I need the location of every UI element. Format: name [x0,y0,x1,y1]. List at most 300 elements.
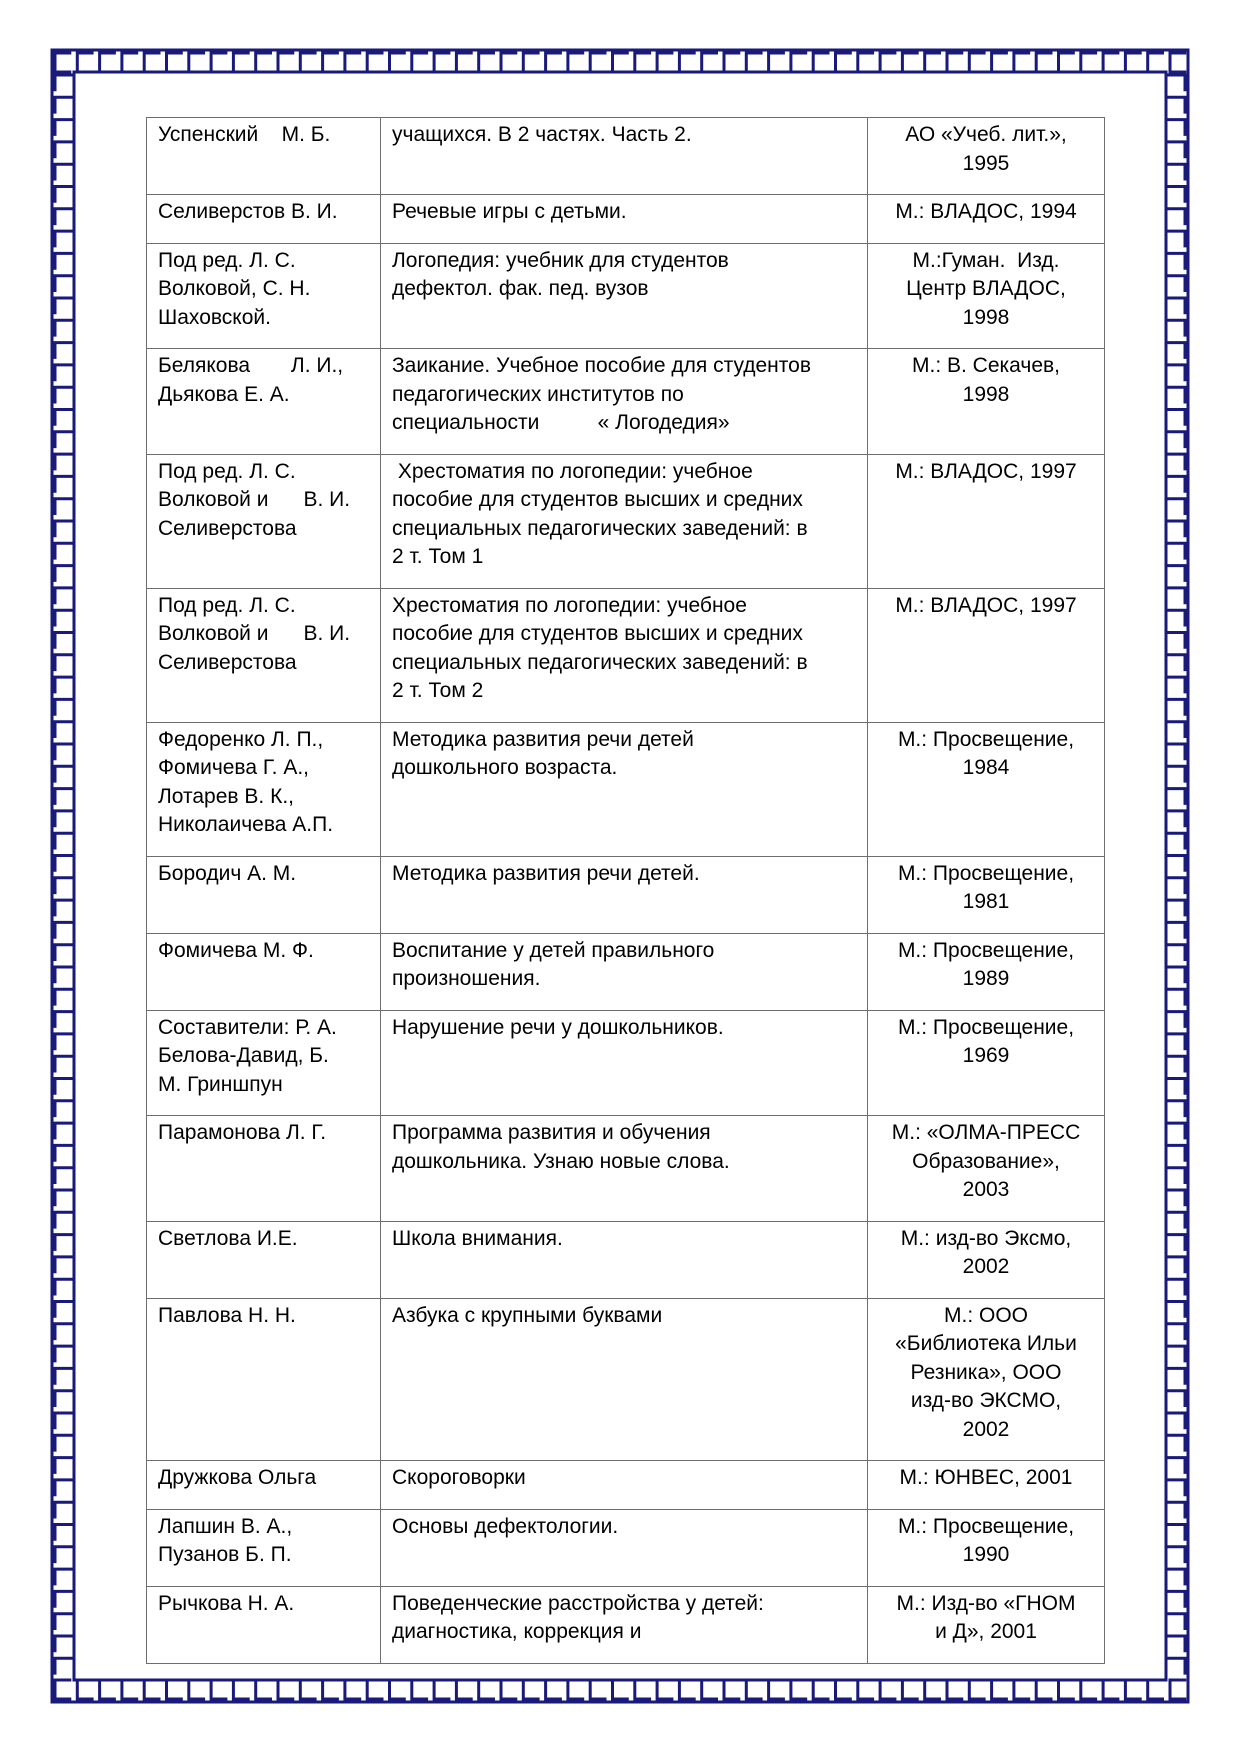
cell-text-line: 1998 [962,382,1010,406]
border-link [278,1680,294,1699]
border-link [55,1569,74,1585]
title-cell [381,933,868,1010]
border-link [55,566,74,582]
border-link [635,53,651,72]
border-link [791,1680,807,1699]
author-cell [147,1116,381,1222]
border-link [1166,432,1185,448]
border-link [1166,75,1185,91]
cell-text-line: Заикание. Учебное пособие для студентов [392,354,811,377]
border-link [55,53,71,72]
border-link [55,164,74,180]
border-link [501,1680,517,1699]
border-link [1166,1391,1185,1407]
border-link [55,1591,74,1607]
table-row [147,1461,1105,1510]
cell-text-line: Светлова И.Е. [158,1226,298,1250]
border-link [1166,1279,1185,1295]
author-cell [147,722,381,856]
cell-text-line: М.: изд-во Эксмо, [900,1226,1072,1250]
cell-text-line: 2003 [962,1178,1010,1201]
cell-text-line: Бородич А. М. [158,861,297,885]
publisher-cell [868,243,1105,349]
border-link [813,53,829,72]
border-link [1166,209,1185,225]
author-cell [147,243,381,349]
border-link [1166,231,1185,247]
cell-text-line: Волковой, С. Н. [158,277,311,300]
cell-text-line: Федоренко Л. П., [158,727,324,751]
cell-text-line: дошкольника. Узнаю новые слова. [392,1149,730,1173]
border-link [390,1680,406,1699]
border-link [55,1680,71,1699]
border-link [769,1680,785,1699]
border-link [100,53,116,72]
border-link [657,53,673,72]
border-link [1166,1614,1185,1630]
publisher-cell [868,349,1105,455]
border-link [925,53,941,72]
cell-text-line: 1989 [962,967,1010,990]
cell-text-line: Лотарев В. К., [158,784,294,808]
border-link [1166,1368,1185,1384]
cell-text-line: Речевые игры с детьми. [392,200,627,223]
border-link [1166,120,1185,136]
cell-text-line: Логопедия: учебник для студентов [392,248,729,272]
border-link [412,53,428,72]
border-link [189,1680,205,1699]
publisher-cell [868,1298,1105,1461]
publisher-cell [868,1221,1105,1298]
border-link [1166,1101,1185,1117]
border-link [836,53,852,72]
border-link [523,1680,539,1699]
border-link [256,53,272,72]
cell-text-line: М.: Просвещение, [897,1015,1075,1039]
border-link [501,53,517,72]
border-link [858,53,874,72]
border-link [769,53,785,72]
border-link [55,744,74,760]
border-link [55,1190,74,1206]
cell-text-line: диагностика, коррекция и [392,1620,642,1643]
cell-text-line: 2 т. Том 2 [392,679,484,702]
cell-text-line: М.:Гуман. Изд. [912,248,1060,272]
cell-text-line: специальности « Логодедия» [392,411,730,434]
border-link [1166,187,1185,203]
border-link [55,1525,74,1541]
publisher-cell [868,118,1105,195]
publisher-cell [868,722,1105,856]
border-link [390,53,406,72]
border-link [1014,1680,1030,1699]
author-cell [147,933,381,1010]
border-link [568,53,584,72]
border-link [1166,945,1185,961]
border-link [746,1680,762,1699]
border-link [724,53,740,72]
title-cell [381,454,868,588]
border-link [55,499,74,515]
border-link [746,53,762,72]
cell-text-line: Образование», [912,1149,1060,1173]
border-link [613,53,629,72]
cell-text-line: пособие для студентов высших и средних [392,622,803,645]
border-link [1166,699,1185,715]
border-link [55,543,74,559]
border-link [992,53,1008,72]
border-link [1166,1056,1185,1072]
border-link [55,253,74,269]
border-link [546,53,562,72]
table-row [147,588,1105,722]
border-link [144,53,160,72]
cell-text-line: и Д», 2001 [935,1620,1037,1643]
border-link [1125,53,1141,72]
border-link [55,97,74,113]
cell-text-line: Основы дефектологии. [392,1514,619,1538]
border-link [1166,1569,1185,1585]
border-link [1081,53,1097,72]
border-link [55,1658,74,1674]
publisher-cell [868,454,1105,588]
border-link [278,53,294,72]
cell-text-line: Пузанов Б. П. [158,1543,292,1566]
border-link [55,1324,74,1340]
border-link [55,187,74,203]
border-link [55,945,74,961]
border-link [1166,655,1185,671]
table-row [147,933,1105,1010]
border-link [1166,1190,1185,1206]
author-cell [147,118,381,195]
title-cell [381,195,868,244]
border-link [1166,878,1185,894]
cell-text-line: специальных педагогических заведений: в [392,516,808,540]
border-link [1166,521,1185,537]
table-row [147,1586,1105,1663]
border-link [55,588,74,604]
border-link [1166,1525,1185,1541]
bibliography-table [146,117,1105,1664]
table-row [147,349,1105,455]
cell-text-line: Успенский М. Б. [158,123,331,146]
cell-text-line: дошкольного возраста. [392,756,618,779]
border-link [55,231,74,247]
cell-text-line: Скороговорки [392,1466,526,1489]
author-cell [147,1586,381,1663]
border-link [1166,1324,1185,1340]
publisher-cell [868,856,1105,933]
author-cell [147,856,381,933]
border-link [1166,1257,1185,1273]
border-link [55,410,74,426]
border-link [657,1680,673,1699]
cell-text-line: «Библиотека Ильи [895,1332,1077,1355]
border-link [1166,298,1185,314]
title-cell [381,1509,868,1586]
border-link [144,1680,160,1699]
author-cell [147,1221,381,1298]
border-link [1166,1502,1185,1518]
title-cell [381,1221,868,1298]
cell-text-line: учащихся. В 2 частях. Часть 2. [392,123,692,146]
cell-text-line: М.: Изд-во «ГНОМ [896,1591,1076,1615]
cell-text-line: Фомичева М. Ф. [158,938,314,962]
border-link [55,320,74,336]
title-cell [381,1461,868,1510]
border-link [1166,1012,1185,1028]
cell-text-line: 1990 [962,1543,1010,1566]
border-link [813,1680,829,1699]
author-cell [147,454,381,588]
cell-text-line: 1969 [962,1044,1010,1067]
border-link [55,811,74,827]
border-link [679,1680,695,1699]
cell-text-line: Волковой и В. И. [158,488,351,511]
border-link [1166,1034,1185,1050]
border-link [1166,1636,1185,1652]
border-link [55,1079,74,1095]
cell-text-line: М.: Просвещение, [897,727,1075,751]
author-cell [147,1509,381,1586]
cell-text-line: Хрестоматия по логопедии: учебное [392,459,753,483]
cell-text-line: Селиверстова [158,516,297,540]
publisher-cell [868,588,1105,722]
table-row [147,1221,1105,1298]
border-link [1166,566,1185,582]
cell-text-line: Николаичева А.П. [158,813,334,836]
border-link [367,1680,383,1699]
cell-text-line: М.: «ОЛМА-ПРЕСС [891,1121,1081,1144]
cell-text-line: Нарушение речи у дошкольников. [392,1015,724,1039]
border-link [55,1502,74,1518]
border-link [55,343,74,359]
cell-text-line: М.: ВЛАДОС, 1994 [895,200,1077,223]
cell-text-line: Азбука с крупными буквами [392,1303,663,1327]
border-link [55,298,74,314]
border-link [969,53,985,72]
border-link [568,1680,584,1699]
publisher-cell [868,1116,1105,1222]
border-link [969,1680,985,1699]
border-link [211,1680,227,1699]
border-link [412,1680,428,1699]
cell-text-line: Резника», ООО [910,1360,1062,1384]
border-link [55,610,74,626]
cell-text-line: Под ред. Л. С. [158,459,296,483]
border-link [55,1346,74,1362]
table-row [147,722,1105,856]
border-link [323,53,339,72]
title-cell [381,856,868,933]
title-cell [381,1116,868,1222]
table-row [147,1298,1105,1461]
title-cell [381,118,868,195]
border-link [55,1123,74,1139]
border-link [55,1435,74,1451]
border-link [233,1680,249,1699]
border-link [456,1680,472,1699]
border-link [1170,1680,1186,1699]
border-link [880,53,896,72]
cell-text-line: 1981 [962,890,1010,913]
cell-text-line: М.: ЮНВЕС, 2001 [899,1466,1073,1489]
border-link [1166,1435,1185,1451]
title-cell [381,349,868,455]
border-link [55,833,74,849]
cell-text-line: 2002 [962,1417,1010,1441]
border-link [55,633,74,649]
border-link [1103,53,1119,72]
border-link [1166,410,1185,426]
border-link [858,1680,874,1699]
border-link [546,1680,562,1699]
border-link [55,1458,74,1474]
cell-text-line: Под ред. Л. С. [158,593,296,617]
border-link [55,1168,74,1184]
cell-text-line: Хрестоматия по логопедии: учебное [392,593,747,617]
cell-text-line: дефектол. фак. пед. вузов [392,277,649,300]
table-row [147,195,1105,244]
cell-text-line: Дьякова Е. А. [158,382,290,406]
border-link [100,1680,116,1699]
table-row [147,243,1105,349]
border-link [590,1680,606,1699]
title-cell [381,1298,868,1461]
border-link [1166,276,1185,292]
border-link [1059,53,1075,72]
border-link [836,1680,852,1699]
border-link [55,856,74,872]
border-link [1148,1680,1164,1699]
border-link [1166,365,1185,381]
author-cell [147,195,381,244]
border-link [167,53,183,72]
border-link [1166,343,1185,359]
border-link [702,1680,718,1699]
publisher-cell [868,195,1105,244]
border-link [925,1680,941,1699]
cell-text-line: Белова-Давид, Б. [158,1044,329,1067]
border-link [55,1012,74,1028]
border-link [55,1302,74,1318]
border-link [55,967,74,983]
cell-text-line: Селиверстов В. И. [158,200,338,223]
border-link [1166,97,1185,113]
border-link [523,53,539,72]
publisher-cell [868,933,1105,1010]
table-row [147,856,1105,933]
border-link [434,53,450,72]
cell-text-line: 1998 [962,305,1010,329]
border-link [367,53,383,72]
border-link [55,1034,74,1050]
border-link [1166,454,1185,470]
border-link [791,53,807,72]
cell-text-line: Программа развития и обучения [392,1121,711,1144]
border-link [1166,967,1185,983]
border-link [1166,1591,1185,1607]
border-link [55,365,74,381]
border-link [1166,164,1185,180]
table-row [147,1010,1105,1116]
publisher-cell [868,1586,1105,1663]
cell-text-line: Волковой и В. И. [158,622,351,645]
border-link [1166,1145,1185,1161]
border-link [55,387,74,403]
cell-text-line: Дружкова Ольга [158,1466,317,1489]
author-cell [147,1010,381,1116]
border-link [1148,53,1164,72]
border-link [55,677,74,693]
border-link [947,53,963,72]
border-link [1166,1346,1185,1362]
cell-text-line: 2002 [962,1255,1010,1278]
border-link [992,1680,1008,1699]
border-link [590,53,606,72]
border-link [1059,1680,1075,1699]
border-link [55,1279,74,1295]
border-link [1166,320,1185,336]
border-link [1166,811,1185,827]
cell-text-line: М.: ООО [944,1303,1028,1327]
cell-text-line: специальных педагогических заведений: в [392,650,808,674]
publisher-cell [868,1010,1105,1116]
border-link [702,53,718,72]
border-link [233,53,249,72]
cell-text-line: Методика развития речи детей. [392,861,700,885]
cell-text-line: педагогических институтов по [392,382,684,406]
border-link [55,432,74,448]
publisher-cell [868,1509,1105,1586]
border-link [1166,1458,1185,1474]
border-link [77,1680,93,1699]
cell-text-line: Составители: Р. А. [158,1015,337,1039]
border-link [55,1368,74,1384]
cell-text-line: изд-во ЭКСМО, [910,1389,1062,1412]
border-link [947,1680,963,1699]
border-link [479,1680,495,1699]
cell-text-line: Центр ВЛАДОС, [906,277,1066,300]
border-link [1166,1413,1185,1429]
border-link [55,1614,74,1630]
border-link [1166,1547,1185,1563]
cell-text-line: Селиверстова [158,650,297,674]
border-link [1166,633,1185,649]
cell-text-line: Методика развития речи детей [392,727,694,751]
cell-text-line: М.: В. Секачев, [912,354,1060,377]
border-link [1166,1480,1185,1496]
cell-text-line: Школа внимания. [392,1226,563,1250]
border-link [1166,900,1185,916]
border-link [211,53,227,72]
title-cell [381,1010,868,1116]
cell-text-line: АО «Учеб. лит.», [905,123,1067,146]
border-link [55,1145,74,1161]
border-link [345,1680,361,1699]
border-link [345,53,361,72]
border-link [902,1680,918,1699]
author-cell [147,1298,381,1461]
border-link [1036,1680,1052,1699]
border-link [55,878,74,894]
border-link [55,209,74,225]
border-link [1166,499,1185,515]
cell-text-line: пособие для студентов высших и средних [392,488,803,511]
border-link [55,766,74,782]
border-link [55,900,74,916]
